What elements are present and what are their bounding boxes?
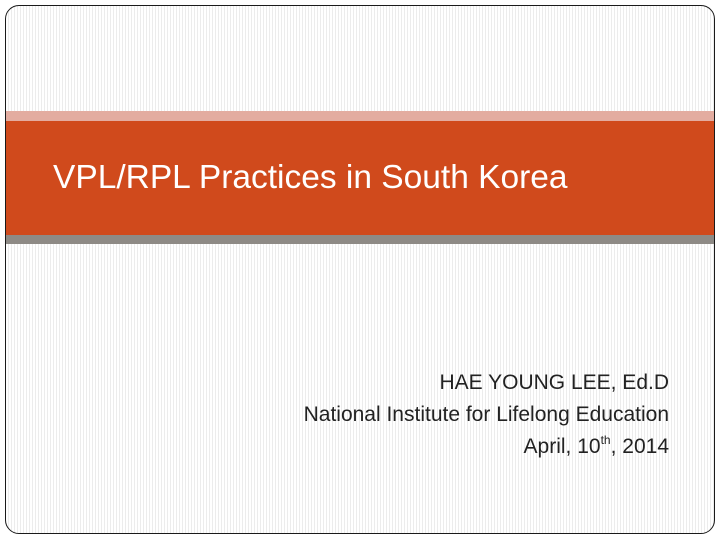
date-line	[304, 431, 669, 463]
author-line: HAE YOUNG LEE, Ed.D	[439, 371, 669, 394]
slide-subtitle	[304, 367, 669, 463]
date-suffix: , 2014	[610, 435, 669, 458]
title-band-top-stripe	[6, 111, 714, 121]
slide-title: VPL/RPL Practices in South Korea	[53, 159, 568, 196]
slide-frame	[5, 5, 715, 534]
institution-line: National Institute for Lifelong Education	[303, 403, 669, 426]
title-band-bottom-stripe	[6, 235, 714, 244]
date-prefix: April, 10	[523, 435, 601, 458]
date-ordinal-suffix: th	[600, 433, 611, 447]
